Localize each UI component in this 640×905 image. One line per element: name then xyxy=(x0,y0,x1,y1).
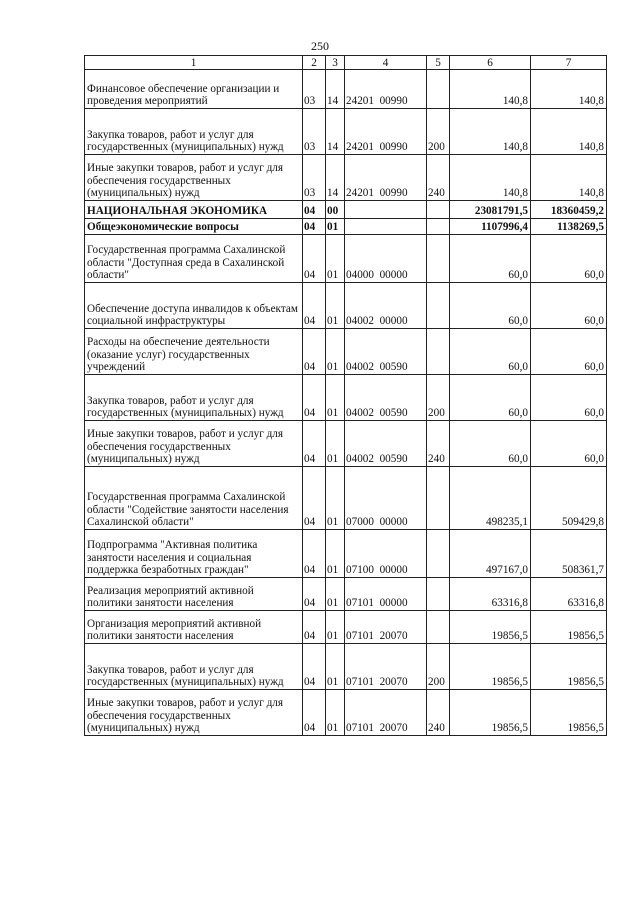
section-code-cell: 04 xyxy=(303,421,326,467)
budget-table xyxy=(84,55,607,736)
amount-col7-cell: 140,8 xyxy=(531,70,607,109)
subsection-code-cell: 00 xyxy=(326,201,345,219)
subsection-code-cell: 01 xyxy=(326,690,345,736)
table-row xyxy=(85,578,607,611)
amount-col7-cell: 140,8 xyxy=(531,109,607,155)
amount-col6-cell: 60,0 xyxy=(450,329,531,375)
section-code-cell: 04 xyxy=(303,201,326,219)
amount-col7-cell: 60,0 xyxy=(531,329,607,375)
section-code-cell: 03 xyxy=(303,70,326,109)
row-name-cell: Иные закупки товаров, работ и услуг для обеспечения государственных (муниципальных) нужд xyxy=(85,690,303,736)
column-header: 2 xyxy=(303,56,326,70)
target-article-cell: 04002 00590 xyxy=(345,421,427,467)
subsection-code-cell: 01 xyxy=(326,219,345,235)
target-article-cell: 04000 00000 xyxy=(345,235,427,283)
table-row xyxy=(85,283,607,329)
subsection-code-cell: 01 xyxy=(326,235,345,283)
section-code-cell: 04 xyxy=(303,690,326,736)
target-article-cell xyxy=(345,201,427,219)
amount-col6-cell: 60,0 xyxy=(450,421,531,467)
target-article-cell: 07101 20070 xyxy=(345,690,427,736)
target-article-cell xyxy=(345,219,427,235)
expense-type-cell xyxy=(427,578,450,611)
target-article-cell: 24201 00990 xyxy=(345,70,427,109)
expense-type-cell xyxy=(427,329,450,375)
amount-col6-cell: 498235,1 xyxy=(450,467,531,530)
row-name-cell: НАЦИОНАЛЬНАЯ ЭКОНОМИКА xyxy=(85,201,303,219)
amount-col7-cell: 19856,5 xyxy=(531,644,607,690)
subsection-code-cell: 01 xyxy=(326,375,345,421)
target-article-cell: 07101 00000 xyxy=(345,578,427,611)
target-article-cell: 24201 00990 xyxy=(345,155,427,201)
row-name-cell: Реализация мероприятий активной политики занятости населения xyxy=(85,578,303,611)
target-article-cell: 24201 00990 xyxy=(345,109,427,155)
section-code-cell: 04 xyxy=(303,530,326,578)
amount-col6-cell: 63316,8 xyxy=(450,578,531,611)
expense-type-cell: 200 xyxy=(427,375,450,421)
subsection-code-cell: 01 xyxy=(326,578,345,611)
section-code-cell: 03 xyxy=(303,109,326,155)
target-article-cell: 07000 00000 xyxy=(345,467,427,530)
amount-col6-cell: 497167,0 xyxy=(450,530,531,578)
section-code-cell: 04 xyxy=(303,235,326,283)
target-article-cell: 04002 00590 xyxy=(345,329,427,375)
table-row xyxy=(85,530,607,578)
amount-col6-cell: 19856,5 xyxy=(450,644,531,690)
table-row xyxy=(85,329,607,375)
section-code-cell: 03 xyxy=(303,155,326,201)
expense-type-cell xyxy=(427,611,450,644)
section-code-cell: 04 xyxy=(303,644,326,690)
expense-type-cell xyxy=(427,235,450,283)
column-header: 3 xyxy=(326,56,345,70)
table-row xyxy=(85,155,607,201)
subsection-code-cell: 01 xyxy=(326,421,345,467)
table-row xyxy=(85,70,607,109)
column-header: 5 xyxy=(427,56,450,70)
row-name-cell: Закупка товаров, работ и услуг для государственных (муниципальных) нужд xyxy=(85,644,303,690)
expense-type-cell xyxy=(427,201,450,219)
table-row xyxy=(85,644,607,690)
amount-col7-cell: 60,0 xyxy=(531,375,607,421)
expense-type-cell: 240 xyxy=(427,421,450,467)
table-header-row xyxy=(85,56,607,70)
row-name-cell: Организация мероприятий активной политики занятости населения xyxy=(85,611,303,644)
table-row xyxy=(85,235,607,283)
expense-type-cell xyxy=(427,467,450,530)
expense-type-cell xyxy=(427,70,450,109)
expense-type-cell xyxy=(427,530,450,578)
row-name-cell: Государственная программа Сахалинской области "Доступная среда в Сахалинской области" xyxy=(85,235,303,283)
amount-col7-cell: 19856,5 xyxy=(531,690,607,736)
amount-col6-cell: 19856,5 xyxy=(450,690,531,736)
subsection-code-cell: 01 xyxy=(326,467,345,530)
section-code-cell: 04 xyxy=(303,283,326,329)
section-code-cell: 04 xyxy=(303,375,326,421)
amount-col6-cell: 19856,5 xyxy=(450,611,531,644)
amount-col6-cell: 140,8 xyxy=(450,109,531,155)
amount-col6-cell: 60,0 xyxy=(450,375,531,421)
subsection-code-cell: 01 xyxy=(326,530,345,578)
row-name-cell: Закупка товаров, работ и услуг для государственных (муниципальных) нужд xyxy=(85,109,303,155)
amount-col7-cell: 140,8 xyxy=(531,155,607,201)
table-row xyxy=(85,201,607,219)
subsection-code-cell: 01 xyxy=(326,283,345,329)
amount-col7-cell: 60,0 xyxy=(531,283,607,329)
table-row xyxy=(85,219,607,235)
table-row xyxy=(85,611,607,644)
section-code-cell: 04 xyxy=(303,611,326,644)
table-row xyxy=(85,109,607,155)
target-article-cell: 07101 20070 xyxy=(345,611,427,644)
target-article-cell: 07100 00000 xyxy=(345,530,427,578)
page-number: 250 xyxy=(311,39,329,53)
row-name-cell: Государственная программа Сахалинской области "Содействие занятости населения Сахалинской области" xyxy=(85,467,303,530)
subsection-code-cell: 01 xyxy=(326,329,345,375)
amount-col7-cell: 19856,5 xyxy=(531,611,607,644)
row-name-cell: Подпрограмма "Активная политика занятости населения и социальная поддержка безработных граждан" xyxy=(85,530,303,578)
expense-type-cell xyxy=(427,219,450,235)
target-article-cell: 07101 20070 xyxy=(345,644,427,690)
amount-col6-cell: 23081791,5 xyxy=(450,201,531,219)
amount-col7-cell: 508361,7 xyxy=(531,530,607,578)
section-code-cell: 04 xyxy=(303,329,326,375)
expense-type-cell: 240 xyxy=(427,690,450,736)
table-row xyxy=(85,375,607,421)
table-row xyxy=(85,467,607,530)
column-header: 6 xyxy=(450,56,531,70)
expense-type-cell xyxy=(427,283,450,329)
section-code-cell: 04 xyxy=(303,219,326,235)
expense-type-cell: 200 xyxy=(427,644,450,690)
column-header: 4 xyxy=(345,56,427,70)
amount-col7-cell: 1138269,5 xyxy=(531,219,607,235)
subsection-code-cell: 14 xyxy=(326,70,345,109)
amount-col6-cell: 140,8 xyxy=(450,155,531,201)
row-name-cell: Иные закупки товаров, работ и услуг для обеспечения государственных (муниципальных) нужд xyxy=(85,155,303,201)
column-header: 1 xyxy=(85,56,303,70)
section-code-cell: 04 xyxy=(303,467,326,530)
amount-col7-cell: 18360459,2 xyxy=(531,201,607,219)
target-article-cell: 04002 00000 xyxy=(345,283,427,329)
expense-type-cell: 240 xyxy=(427,155,450,201)
amount-col7-cell: 63316,8 xyxy=(531,578,607,611)
amount-col7-cell: 60,0 xyxy=(531,235,607,283)
column-header: 7 xyxy=(531,56,607,70)
subsection-code-cell: 01 xyxy=(326,644,345,690)
section-code-cell: 04 xyxy=(303,578,326,611)
row-name-cell: Расходы на обеспечение деятельности (оказание услуг) государственных учреждений xyxy=(85,329,303,375)
table-row xyxy=(85,421,607,467)
expense-type-cell: 200 xyxy=(427,109,450,155)
amount-col7-cell: 60,0 xyxy=(531,421,607,467)
subsection-code-cell: 14 xyxy=(326,109,345,155)
amount-col7-cell: 509429,8 xyxy=(531,467,607,530)
table-row xyxy=(85,690,607,736)
amount-col6-cell: 60,0 xyxy=(450,283,531,329)
row-name-cell: Обеспечение доступа инвалидов к объектам социальной инфраструктуры xyxy=(85,283,303,329)
row-name-cell: Иные закупки товаров, работ и услуг для обеспечения государственных (муниципальных) нужд xyxy=(85,421,303,467)
row-name-cell: Закупка товаров, работ и услуг для государственных (муниципальных) нужд xyxy=(85,375,303,421)
amount-col6-cell: 140,8 xyxy=(450,70,531,109)
amount-col6-cell: 1107996,4 xyxy=(450,219,531,235)
target-article-cell: 04002 00590 xyxy=(345,375,427,421)
subsection-code-cell: 14 xyxy=(326,155,345,201)
subsection-code-cell: 01 xyxy=(326,611,345,644)
table-body xyxy=(85,70,607,736)
amount-col6-cell: 60,0 xyxy=(450,235,531,283)
row-name-cell: Общеэкономические вопросы xyxy=(85,219,303,235)
row-name-cell: Финансовое обеспечение организации и проведения мероприятий xyxy=(85,70,303,109)
